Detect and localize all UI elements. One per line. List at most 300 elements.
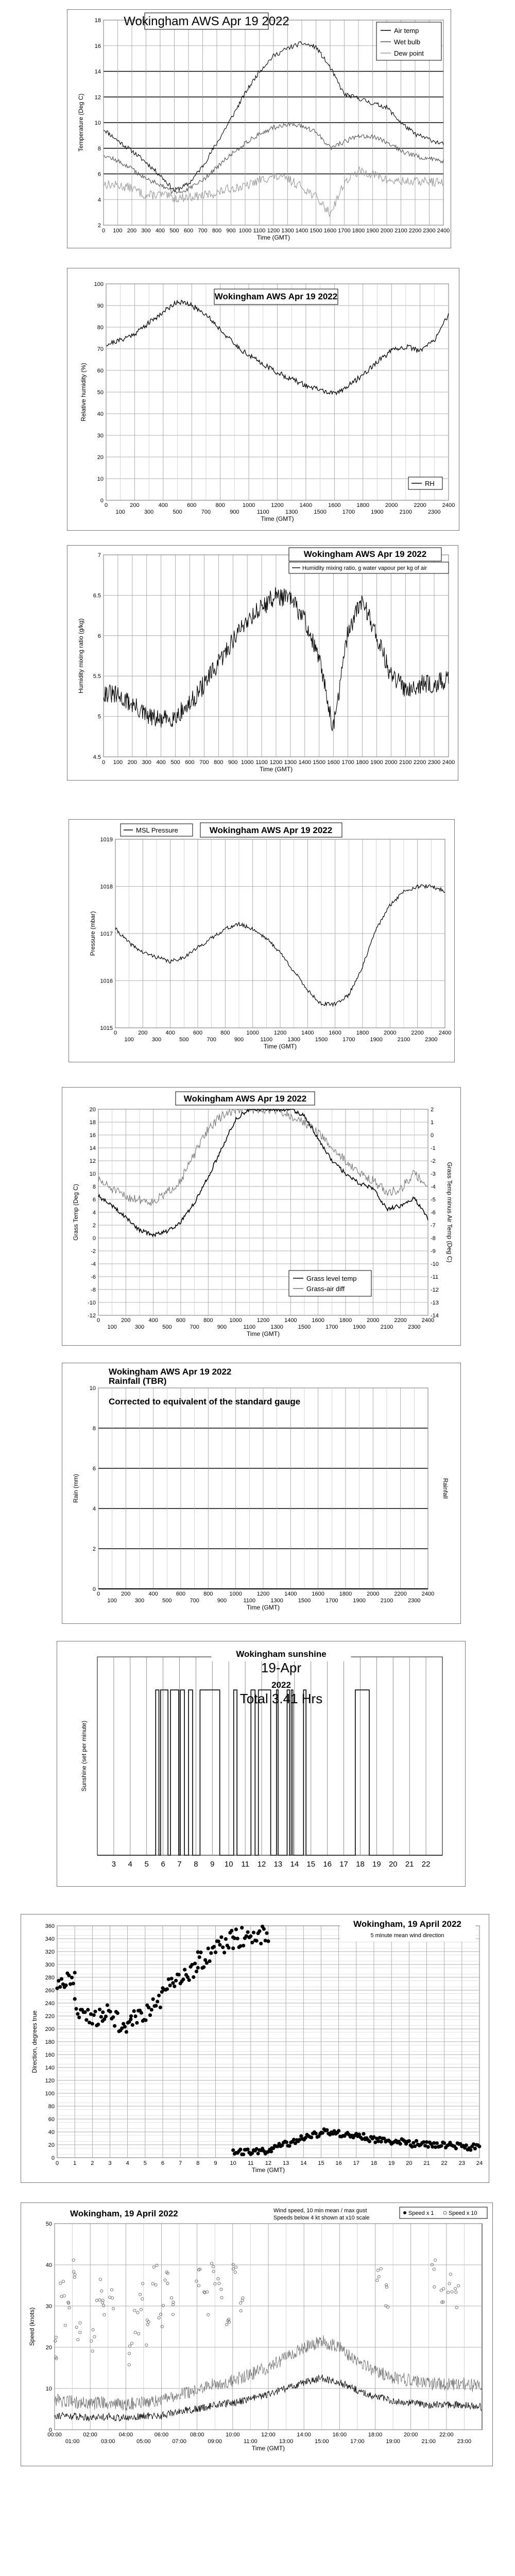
x-tick-label: 12 [265,2160,272,2166]
x-tick-label: 1400 [301,1030,314,1036]
direction-point [407,2139,411,2143]
y-tick-label: 18 [94,18,101,24]
direction-point [310,2136,313,2139]
x-tick-label: 16 [323,1860,332,1869]
x-tick-label: 22 [441,2160,448,2166]
direction-point [173,1985,176,1988]
grass-temperature-chart-svg [62,1088,460,1345]
direction-point [266,1939,270,1943]
direction-point [195,1970,198,1973]
direction-point [207,1946,210,1950]
mixing-ratio-chart-svg [67,546,458,780]
y-tick-label: 140 [45,2065,55,2071]
x-tick-label: 1000 [246,1030,259,1036]
x-tick-label: 2200 [408,228,422,234]
x-tick-label: 14 [300,2160,307,2166]
direction-point [91,2022,94,2026]
y-tick-label: 360 [45,1923,55,1929]
x-tick-label: 9 [210,1860,215,1869]
y-tick-label: 10 [89,1385,96,1392]
x-tick-label: 14:00 [297,2432,311,2438]
x-tick-label: 1000 [229,1317,242,1324]
y-right-tick-label: -2 [431,1158,436,1164]
y-tick-label: 2 [92,1546,96,1552]
x-tick-label: 13:00 [279,2438,294,2445]
y-tick-label: 4.5 [93,754,101,760]
x-tick-label: 5 [144,1860,149,1869]
y-tick-label: 5.5 [93,673,101,680]
x-tick-label: 500 [162,1598,172,1604]
x-tick-label: 1900 [366,228,379,234]
x-tick-label: 11 [241,1860,249,1869]
x-tick-label: 100 [107,1598,117,1604]
x-tick-label: 2300 [423,228,436,234]
chart-total: Total 3.41 Hrs [239,1691,323,1706]
y-tick-label: 6 [92,1197,96,1203]
y-axis-label: Speed (knots) [28,2307,36,2346]
x-tick-label: 700 [199,759,209,766]
x-tick-label: 800 [214,759,224,766]
direction-point [101,2010,105,2014]
x-tick-label: 1200 [256,1317,270,1324]
x-tick-label: 500 [170,759,180,766]
legend-label: MSL Pressure [136,826,178,834]
x-tick-label: 1000 [229,1591,242,1597]
direction-point [148,2013,152,2017]
x-tick-label: 200 [121,1591,131,1597]
y-tick-label: 50 [97,389,104,396]
x-tick-label: 1000 [238,228,252,234]
x-tick-label: 2200 [394,1591,407,1597]
x-tick-label: 19:00 [386,2438,400,2445]
x-tick-label: 500 [169,228,179,234]
x-axis-label: Time (GMT) [246,1330,280,1337]
legend-label: Air temp [394,27,419,35]
x-tick-label: 800 [220,1030,230,1036]
y-tick-label: 200 [45,2026,55,2032]
x-tick-label: 1700 [325,1324,338,1330]
x-tick-label: 2400 [421,1591,435,1597]
y-tick-label: 100 [45,2091,55,2097]
direction-point [314,2132,318,2136]
x-tick-label: 1400 [284,1317,297,1324]
x-tick-label: 07:00 [172,2438,186,2445]
y-tick-label: 2 [97,223,101,229]
y-right-tick-label: -1 [431,1145,436,1151]
x-tick-label: 1100 [243,1598,256,1604]
direction-point [174,1979,178,1982]
x-tick-label: 0 [104,502,108,509]
x-tick-label: 600 [183,228,194,234]
y-tick-label: 16 [94,43,101,49]
direction-point [368,2140,371,2143]
x-tick-label: 17 [353,2160,359,2166]
direction-point [74,2007,78,2011]
x-tick-label: 11 [248,2160,254,2166]
y-tick-label: 1016 [100,978,113,985]
direction-point [236,1937,239,1940]
direction-point [193,1962,197,1965]
direction-point [208,1959,212,1963]
y-axis-label: Sunshine (set per minute) [80,1720,88,1792]
direction-point [227,1946,231,1950]
x-tick-label: 400 [155,228,165,234]
y-axis-label: Temperature (Deg C) [77,93,84,152]
x-tick-label: 10:00 [226,2432,240,2438]
direction-point [86,2008,90,2011]
direction-point [265,1931,269,1935]
direction-point [99,2015,103,2019]
chart-title: Wokingham AWS Apr 19 2022 [124,14,289,28]
y-tick-label: 20 [45,2345,52,2351]
chart-title: Wokingham, 19 April 2022 [353,1919,461,1929]
y-tick-label: 16 [89,1132,96,1139]
x-tick-label: 800 [215,502,225,509]
x-tick-label: 18 [356,1860,365,1869]
y-tick-label: 18 [89,1120,96,1126]
x-tick-label: 2200 [414,502,426,509]
y-tick-label: 0 [100,498,104,504]
x-tick-label: 15:00 [314,2438,329,2445]
x-tick-label: 7 [177,1860,182,1869]
y-right-axis-label: Rainfall [442,1478,449,1499]
direction-point [337,2129,340,2132]
x-tick-label: 00:00 [47,2432,62,2438]
x-tick-label: 2400 [437,228,450,234]
x-tick-label: 1700 [338,228,351,234]
x-tick-label: 2000 [385,502,398,509]
x-tick-label: 300 [134,1598,145,1604]
wind-speed-chart [21,2202,493,2466]
y-tick-label: 70 [97,346,104,352]
x-axis-label: Time (GMT) [263,1043,297,1050]
x-tick-label: 100 [107,1324,117,1330]
y-tick-label: 0 [92,1586,96,1592]
y-tick-label: 30 [97,433,104,439]
direction-point [231,1946,235,1950]
rainfall-chart-svg [62,1363,460,1623]
y-right-tick-label: -10 [431,1261,439,1267]
y-tick-label: 7 [97,552,101,558]
x-tick-label: 15 [306,1860,316,1869]
direction-point [382,2137,386,2140]
chart-subtitle: 5 minute mean wind direction [370,1933,444,1939]
direction-point [70,1976,74,1979]
y-right-tick-label: -6 [431,1210,436,1216]
x-tick-label: 6 [161,1860,165,1869]
direction-point [415,2139,418,2143]
direction-point [73,1997,77,2001]
x-tick-label: 800 [203,1591,213,1597]
direction-point [150,2008,153,2011]
y-tick-label: 12 [94,94,101,101]
humidity-chart-svg [67,268,459,530]
chart-annotation: Corrected to equivalent of the standard gauge [109,1397,301,1406]
x-tick-label: 600 [185,759,195,766]
x-tick-label: 1900 [371,509,384,515]
x-tick-label: 08:00 [190,2432,204,2438]
x-tick-label: 1200 [271,502,284,509]
x-tick-label: 0 [101,759,106,766]
direction-point [442,2141,446,2145]
direction-point [135,2021,139,2025]
direction-point [58,1985,62,1989]
x-tick-label: 0 [96,1317,100,1324]
x-tick-label: 10 [230,2160,236,2166]
x-tick-label: 1800 [352,228,365,234]
direction-point [214,1951,217,1954]
x-tick-label: 300 [141,228,151,234]
y-tick-label: 12 [89,1158,96,1164]
x-axis-label: Time (GMT) [261,515,294,522]
x-tick-label: 1500 [298,1324,311,1330]
y-tick-label: 120 [45,2078,55,2084]
chart-title: Wokingham, 19 April 2022 [70,2209,178,2218]
direction-point [255,1939,259,1943]
chart-title: Wokingham AWS Apr 19 2022 [109,1367,232,1377]
x-tick-label: 1300 [270,1324,283,1330]
y-tick-label: -8 [91,1287,96,1293]
x-tick-label: 0 [96,1591,100,1597]
x-tick-label: 1400 [298,759,312,766]
x-tick-label: 13 [273,1860,283,1869]
direction-point [157,1994,161,1997]
y-right-tick-label: -12 [431,1287,439,1293]
x-tick-label: 12 [257,1860,266,1869]
direction-point [202,1965,205,1969]
direction-point [84,2018,88,2022]
x-tick-label: 1300 [281,228,294,234]
y-right-tick-label: -5 [431,1197,436,1203]
x-tick-label: 500 [179,1037,189,1043]
x-tick-label: 1600 [328,502,341,509]
y-tick-label: -6 [91,1274,96,1280]
direction-point [187,1978,191,1982]
direction-point [269,2150,273,2154]
x-tick-label: 1800 [339,1591,352,1597]
x-axis-label: Time (GMT) [259,766,293,773]
x-tick-label: 2100 [394,228,407,234]
y-tick-label: 10 [97,476,104,482]
y-tick-label: 220 [45,2013,55,2020]
x-tick-label: 400 [148,1317,158,1324]
direction-point [469,2148,472,2152]
y-right-tick-label: -7 [431,1223,436,1229]
x-tick-label: 700 [190,1598,199,1604]
x-tick-label: 2100 [380,1598,393,1604]
x-tick-label: 1100 [256,509,269,515]
direction-point [106,2004,109,2007]
y-right-tick-label: -3 [431,1171,436,1177]
legend-label: RH [425,480,435,487]
direction-point [140,2011,143,2014]
x-tick-label: 8 [196,2160,200,2166]
x-tick-label: 2300 [408,1598,421,1604]
x-tick-label: 1600 [312,1591,324,1597]
y-axis-label: Grass Temp (Deg C) [72,1184,79,1241]
x-tick-label: 1900 [353,1598,366,1604]
x-tick-label: 11:00 [244,2438,258,2445]
x-tick-label: 19 [388,2160,395,2166]
plot-area [97,1657,442,1855]
x-tick-label: 2400 [442,759,455,766]
x-tick-label: 900 [217,1324,227,1330]
x-tick-label: 2300 [428,509,441,515]
x-tick-label: 400 [165,1030,175,1036]
y-tick-label: -4 [91,1261,96,1267]
direction-point [60,1977,63,1981]
direction-point [252,1930,255,1934]
y-tick-label: 6 [92,1466,96,1472]
x-tick-label: 06:00 [154,2432,169,2438]
direction-point [111,2015,115,2019]
y-tick-label: 160 [45,2052,55,2058]
y-tick-label: -10 [88,1300,96,1306]
chart-subtitle: Wind speed, 10 min mean / max gust [273,2208,367,2214]
y-tick-label: 0 [48,2427,52,2433]
x-tick-label: 1300 [285,509,298,515]
x-tick-label: 15 [318,2160,324,2166]
direction-point [64,1984,68,1987]
x-tick-label: 0 [113,1030,117,1036]
y-right-tick-label: -8 [431,1235,436,1242]
direction-point [125,2030,128,2033]
y-tick-label: 30 [45,2303,52,2310]
x-tick-label: 1900 [370,1037,383,1043]
x-tick-label: 400 [156,759,166,766]
x-tick-label: 900 [217,1598,227,1604]
pressure-chart-svg [69,820,454,1062]
direction-point [454,2147,458,2150]
x-tick-label: 1100 [253,228,266,234]
direction-point [246,2147,250,2151]
wind-direction-chart-svg [21,1914,489,2182]
y-tick-label: 6 [97,633,101,639]
chart-title: Wokingham AWS Apr 19 2022 [303,549,427,559]
x-tick-label: 0 [101,228,106,234]
x-tick-label: 1700 [341,759,354,766]
x-tick-label: 10 [224,1860,233,1869]
y-tick-label: 1018 [100,884,113,890]
direction-point [98,2008,101,2011]
x-tick-label: 14 [290,1860,299,1869]
x-tick-label: 5 [143,2160,147,2166]
x-tick-label: 16:00 [332,2432,347,2438]
x-tick-label: 2000 [367,1591,380,1597]
y-tick-label: 2 [92,1223,96,1229]
legend-label: Humidity mixing ratio, g water vapour per kg of air [302,565,427,571]
legend-swatch [403,2211,406,2214]
y-tick-label: 8 [92,1426,96,1432]
direction-point [221,1945,225,1949]
direction-point [104,2014,108,2018]
y-right-tick-label: -4 [431,1184,436,1190]
direction-point [262,1927,266,1931]
temperature-chart [67,9,451,248]
direction-point [129,2014,133,2018]
direction-point [165,1987,169,1991]
x-tick-label: 20 [388,1860,398,1869]
direction-point [171,1981,175,1985]
legend-label: Wet bulb [394,38,421,46]
direction-point [230,1929,233,1933]
y-right-tick-label: 0 [431,1132,434,1139]
x-tick-label: 2100 [380,1324,393,1330]
direction-point [426,2145,430,2149]
direction-point [238,2148,242,2151]
y-tick-label: 6.5 [93,592,101,599]
y-tick-label: 180 [45,2039,55,2045]
x-tick-label: 8 [194,1860,198,1869]
sunshine-chart-svg [57,1641,465,1886]
x-tick-label: 1 [73,2160,77,2166]
direction-point [222,1951,226,1954]
direction-point [156,1999,159,2003]
x-tick-label: 1300 [287,1037,300,1043]
x-tick-label: 24 [476,2160,483,2166]
x-tick-label: 1400 [295,228,308,234]
x-axis-label: Time (GMT) [251,2166,285,2174]
direction-point [224,1937,228,1941]
x-tick-label: 09:00 [208,2438,222,2445]
x-tick-label: 800 [212,228,222,234]
y-tick-label: 80 [48,2104,55,2110]
x-tick-label: 2 [91,2160,94,2166]
y-tick-label: 6 [97,171,101,178]
x-tick-label: 1600 [329,1030,341,1036]
direction-point [93,2010,97,2013]
y-tick-label: 20 [89,1107,96,1113]
x-tick-label: 600 [176,1317,186,1324]
y-right-tick-label: 1 [431,1120,434,1126]
x-tick-label: 18:00 [368,2432,383,2438]
x-tick-label: 13 [283,2160,289,2166]
chart-title: Wokingham AWS Apr 19 2022 [214,292,338,301]
y-tick-label: 60 [97,368,104,374]
x-tick-label: 100 [113,228,123,234]
x-tick-label: 500 [162,1324,172,1330]
x-tick-label: 1500 [314,509,327,515]
direction-point [72,1981,75,1985]
x-tick-label: 400 [158,502,168,509]
x-tick-label: 19 [372,1860,381,1869]
x-tick-label: 1900 [370,759,383,766]
x-tick-label: 600 [193,1030,203,1036]
direction-point [177,1973,181,1976]
y-axis-label: Relative humidity (%) [80,363,87,421]
x-tick-label: 0 [55,2160,59,2166]
direction-point [217,1940,220,1943]
direction-point [256,2151,260,2155]
x-tick-label: 1800 [356,1030,369,1036]
chart-title: Wokingham AWS Apr 19 2022 [209,825,333,835]
direction-point [325,2128,329,2132]
legend-label: Grass level temp [306,1275,357,1282]
y-tick-label: 4 [97,197,101,204]
x-tick-label: 2400 [438,1030,452,1036]
x-tick-label: 100 [113,759,123,766]
x-tick-label: 1300 [270,1598,283,1604]
x-tick-label: 1200 [273,1030,287,1036]
y-tick-label: 10 [94,120,101,126]
y-tick-label: 20 [97,454,104,461]
direction-point [131,2023,134,2027]
x-tick-label: 700 [207,1037,216,1043]
x-axis-label: Time (GMT) [246,1604,280,1611]
y-tick-label: 8 [97,145,101,152]
direction-point [170,1977,174,1980]
x-tick-label: 22 [421,1860,431,1869]
